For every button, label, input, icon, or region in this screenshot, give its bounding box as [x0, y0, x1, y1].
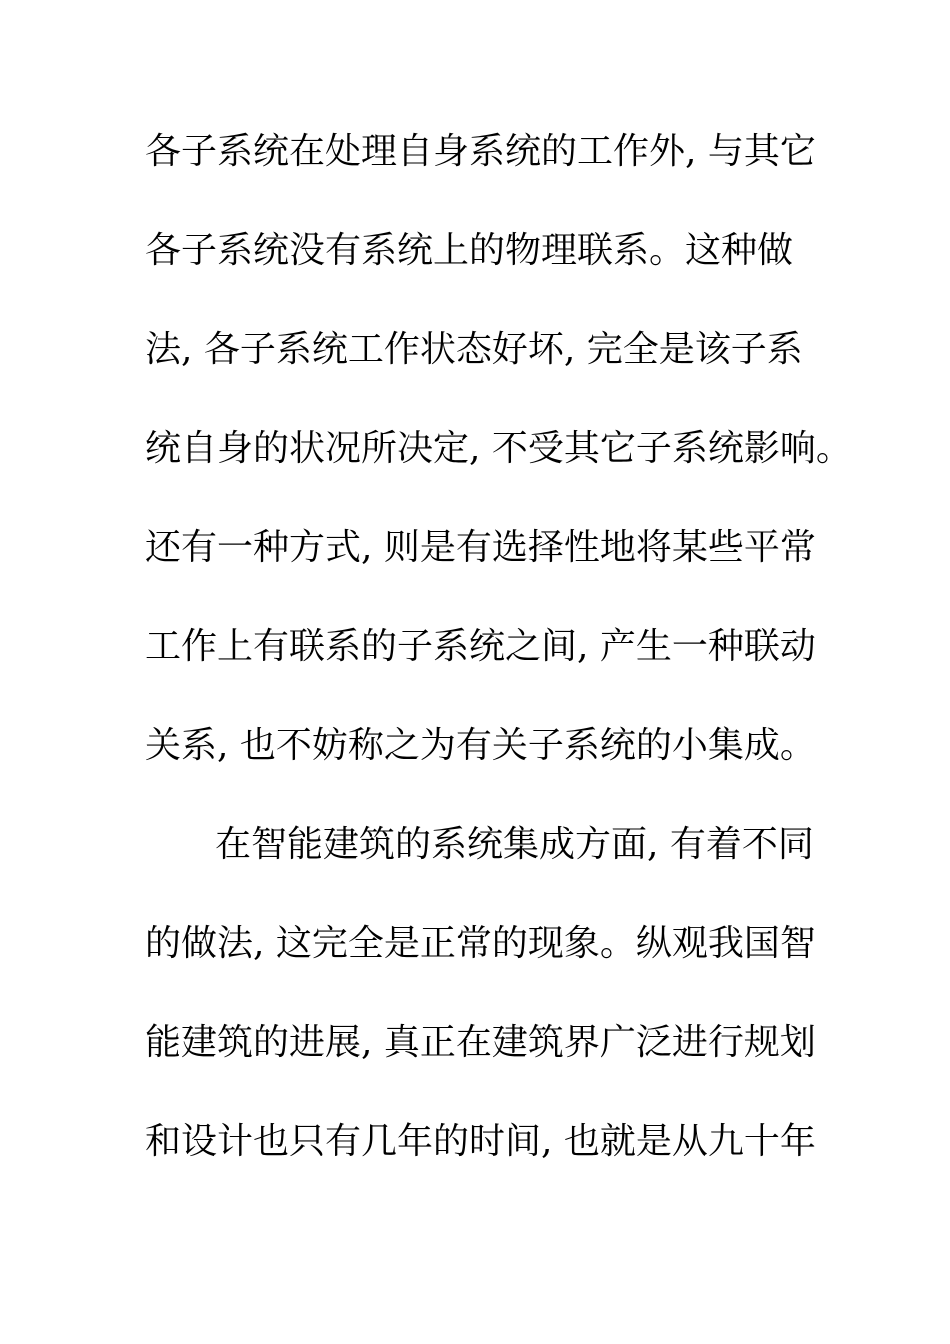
text-line: 还有一种方式, 则是有选择性地将某些平常 — [145, 527, 816, 568]
text-line: 关系, 也不妨称之为有关子系统的小集成。 — [145, 725, 816, 766]
text-line: 法, 各子系统工作状态好坏, 完全是该子系 — [145, 329, 803, 370]
text-line: 和设计也只有几年的时间, 也就是从九十年 — [145, 1121, 816, 1162]
text-line: 工作上有联系的子系统之间, 产生一种联动 — [145, 626, 816, 667]
text-line: 的做法, 这完全是正常的现象。纵观我国智 — [145, 923, 816, 964]
text-line: 统自身的状况所决定, 不受其它子系统影响。 — [145, 428, 852, 469]
text-line: 各子系统没有系统上的物理联系。这种做 — [145, 230, 794, 271]
text-line: 各子系统在处理自身系统的工作外, 与其它 — [145, 131, 816, 172]
text-line: 能建筑的进展, 真正在建筑界广泛进行规划 — [145, 1022, 816, 1063]
body-text — [145, 122, 852, 1211]
paragraph-start-line: 在智能建筑的系统集成方面, 有着不同 — [215, 824, 814, 865]
